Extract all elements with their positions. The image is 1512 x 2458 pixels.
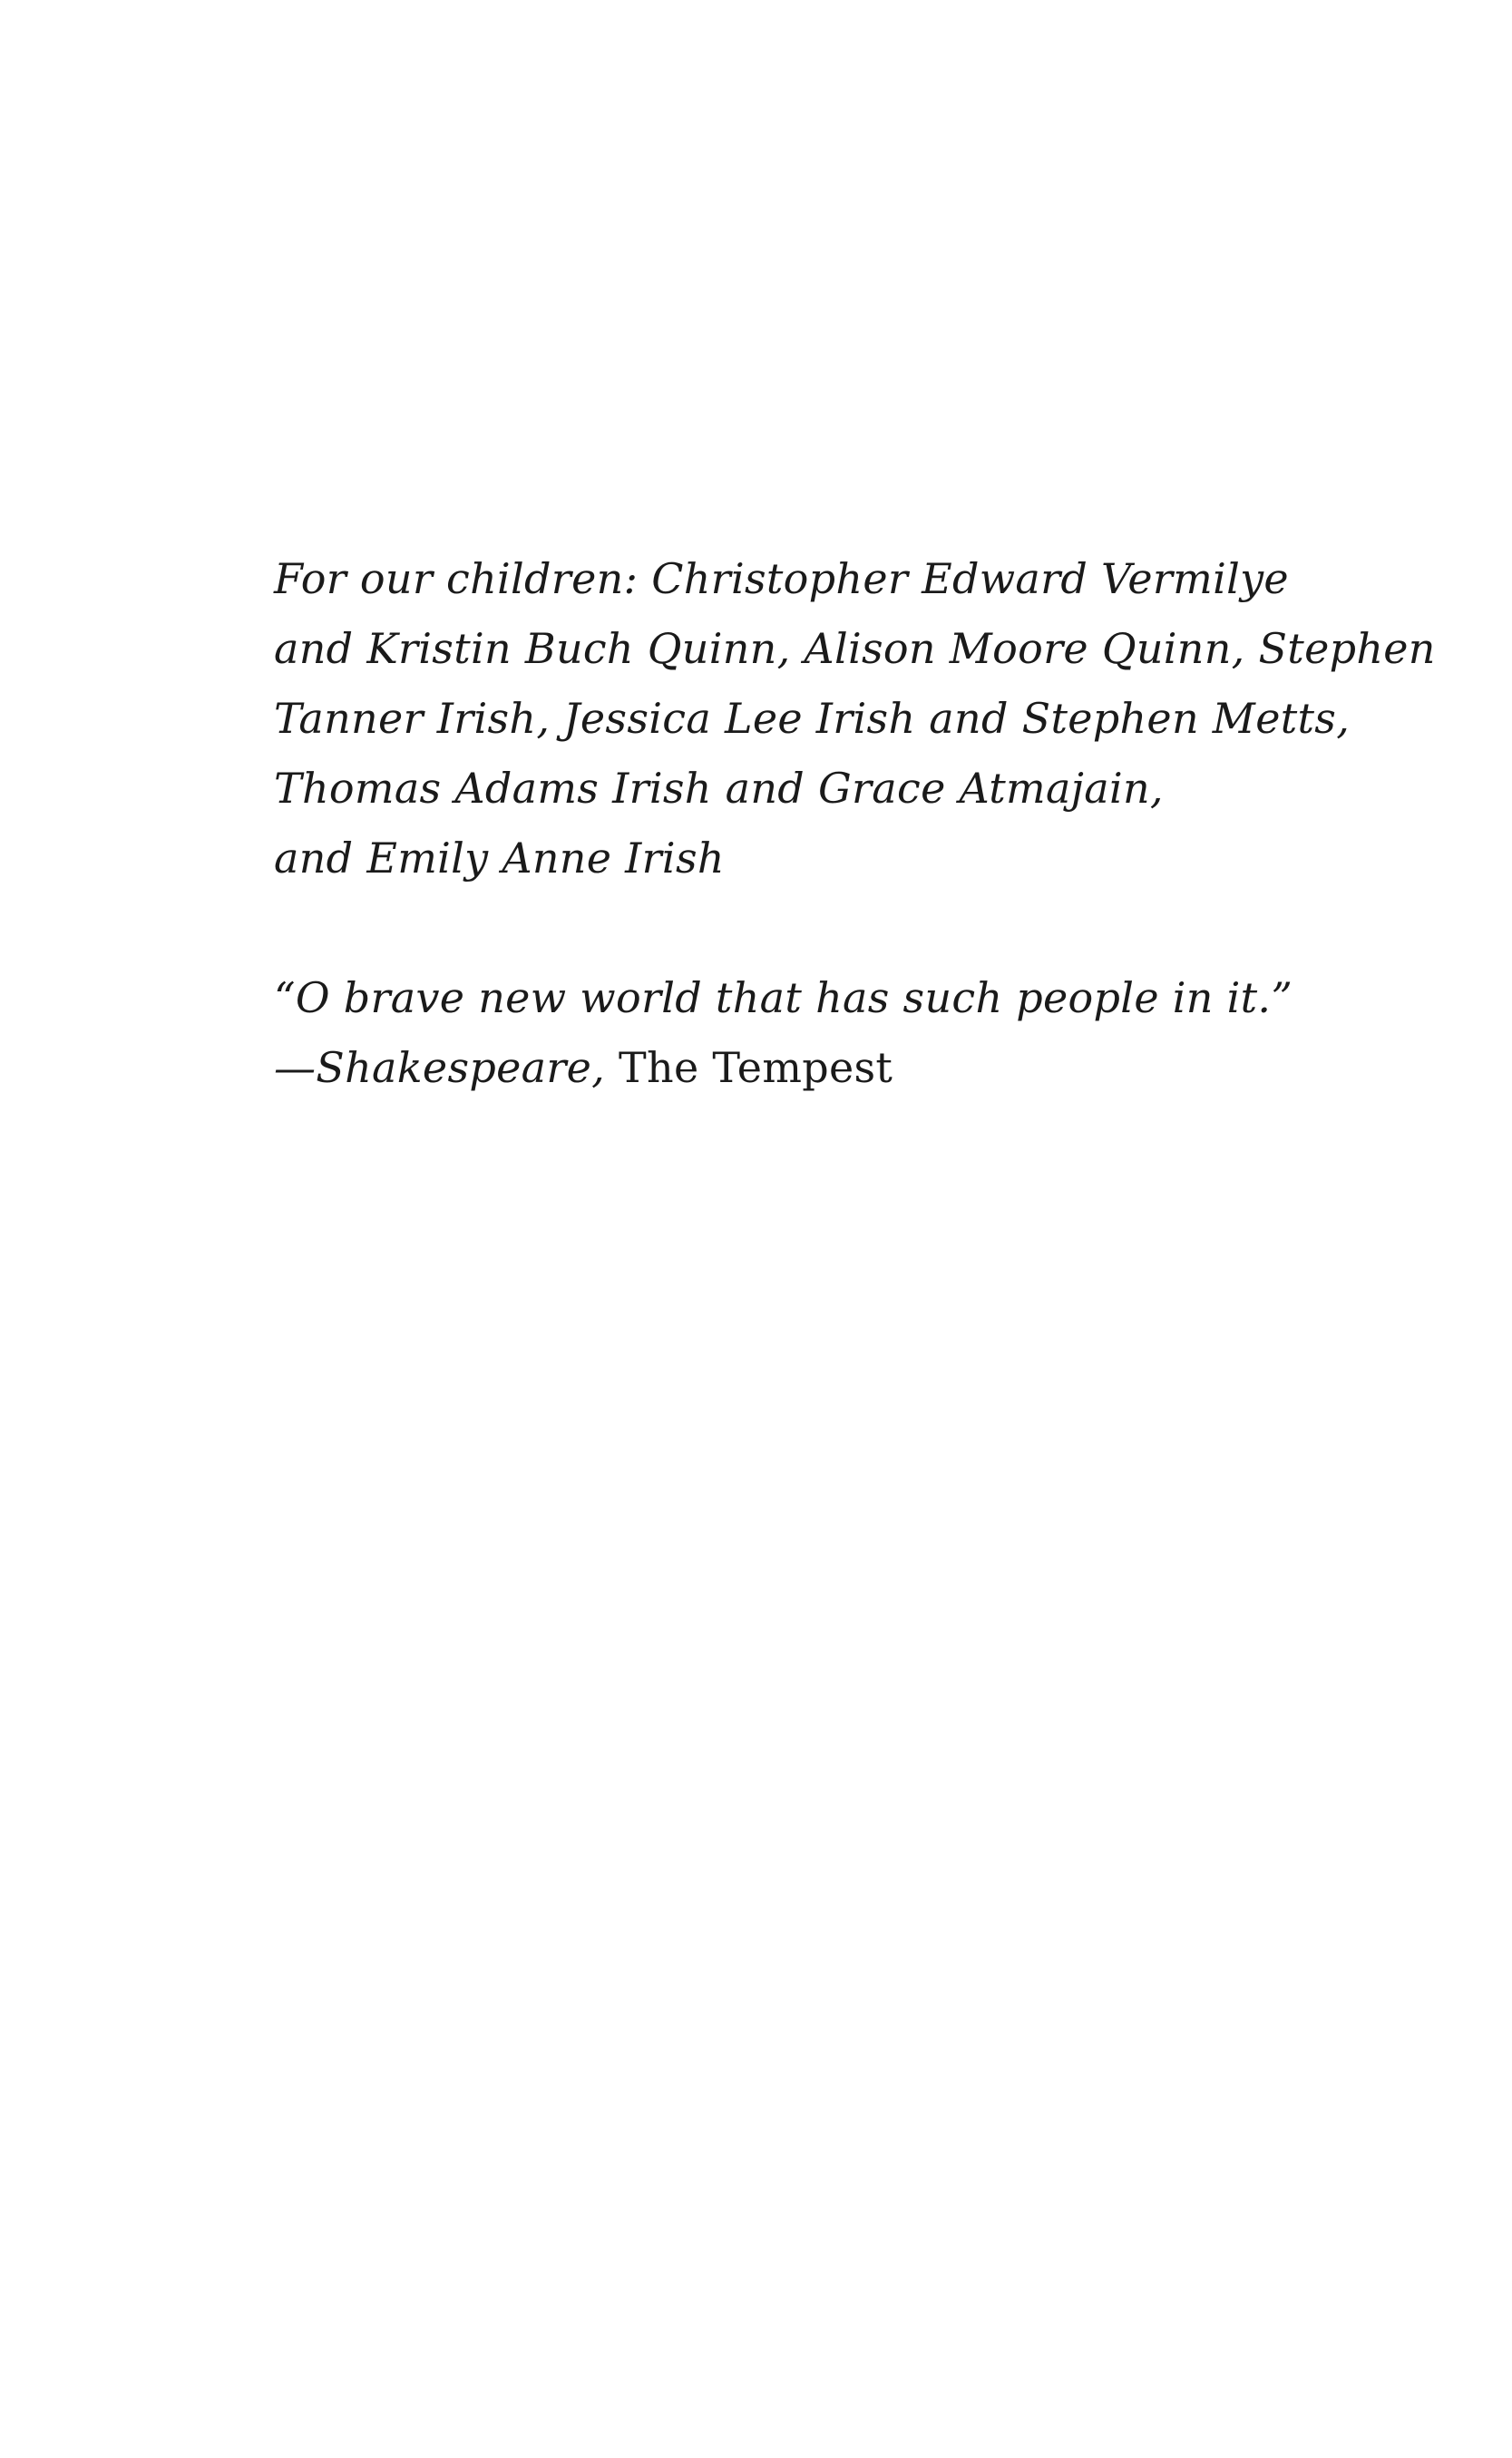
epigraph-work: The Tempest (619, 1043, 893, 1092)
dedication-line-4: Thomas Adams Irish and Grace Atmajain, (274, 764, 1164, 813)
epigraph-attribution (274, 1033, 1453, 1103)
epigraph-quote: “O brave new world that has such people in it.” (274, 973, 1293, 1022)
epigraph-author: —Shakespeare, (274, 1043, 606, 1092)
dedication-line-5: and Emily Anne Irish (274, 834, 725, 883)
dedication-line-3: Tanner Irish, Jessica Lee Irish and Stephen Metts, (274, 694, 1351, 743)
dedication-line-2: and Kristin Buch Quinn, Alison Moore Quinn, Stephen (274, 624, 1436, 673)
dedication (274, 544, 1453, 893)
dedication-line-1: For our children: Christopher Edward Vermilye (274, 554, 1289, 603)
epigraph (274, 963, 1453, 1103)
